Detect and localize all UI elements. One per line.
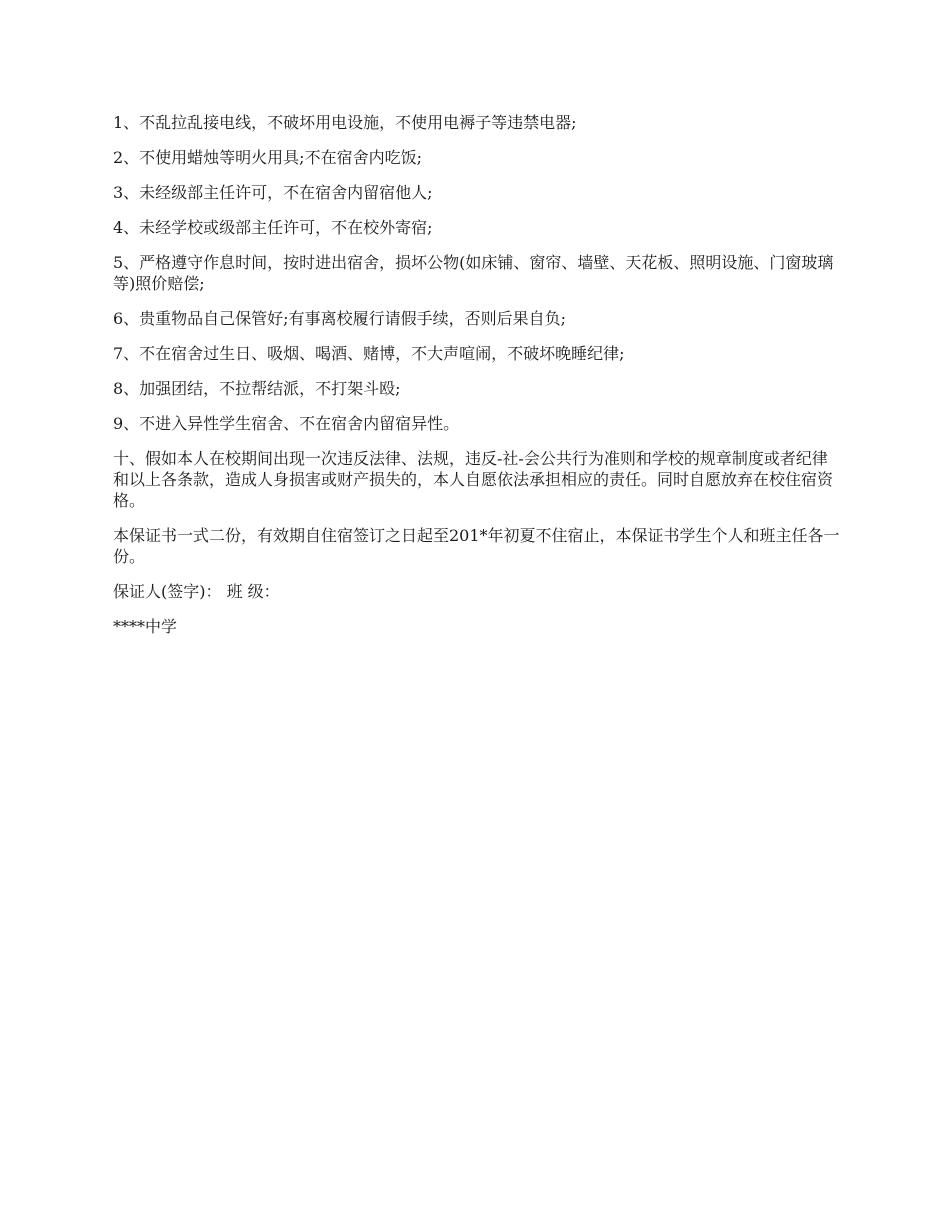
clause-ten: 十、假如本人在校期间出现一次违反法律、法规，违反-社-会公共行为准则和学校的规章制度或者纪律和以上各条款，造成人身损害或财产损失的，本人自愿依法承担相应的责任。同时自愿放弃在校住宿资格。 bbox=[113, 449, 834, 510]
signature-line: 保证人(签字)： 班 级： bbox=[113, 582, 280, 601]
document-body bbox=[113, 112, 843, 651]
validity-statement: 本保证书一式二份，有效期自住宿签订之日起至201*年初夏不住宿止，本保证书学生个人和班主任各一份。 bbox=[113, 526, 840, 566]
rule-item-4: 4、未经学校或级部主任许可，不在校外寄宿; bbox=[113, 218, 433, 237]
rule-item-6: 6、贵重物品自己保管好;有事离校履行请假手续，否则后果自负; bbox=[113, 309, 566, 328]
rule-item-5: 5、严格遵守作息时间，按时进出宿舍，损坏公物(如床铺、窗帘、墙壁、天花板、照明设施、门窗玻璃等)照价赔偿; bbox=[113, 253, 834, 293]
rule-item-2: 2、不使用蜡烛等明火用具;不在宿舍内吃饭; bbox=[113, 148, 422, 167]
rule-item-9: 9、不进入异性学生宿舍、不在宿舍内留宿异性。 bbox=[113, 414, 460, 433]
school-name: ****中学 bbox=[113, 617, 178, 636]
rule-item-7: 7、不在宿舍过生日、吸烟、喝酒、赌博，不大声喧闹，不破坏晚睡纪律; bbox=[113, 344, 625, 363]
rule-item-1: 1、不乱拉乱接电线，不破坏用电设施，不使用电褥子等违禁电器; bbox=[113, 113, 577, 132]
rule-item-3: 3、未经级部主任许可，不在宿舍内留宿他人; bbox=[113, 183, 433, 202]
rule-item-8: 8、加强团结，不拉帮结派，不打架斗殴; bbox=[113, 379, 401, 398]
